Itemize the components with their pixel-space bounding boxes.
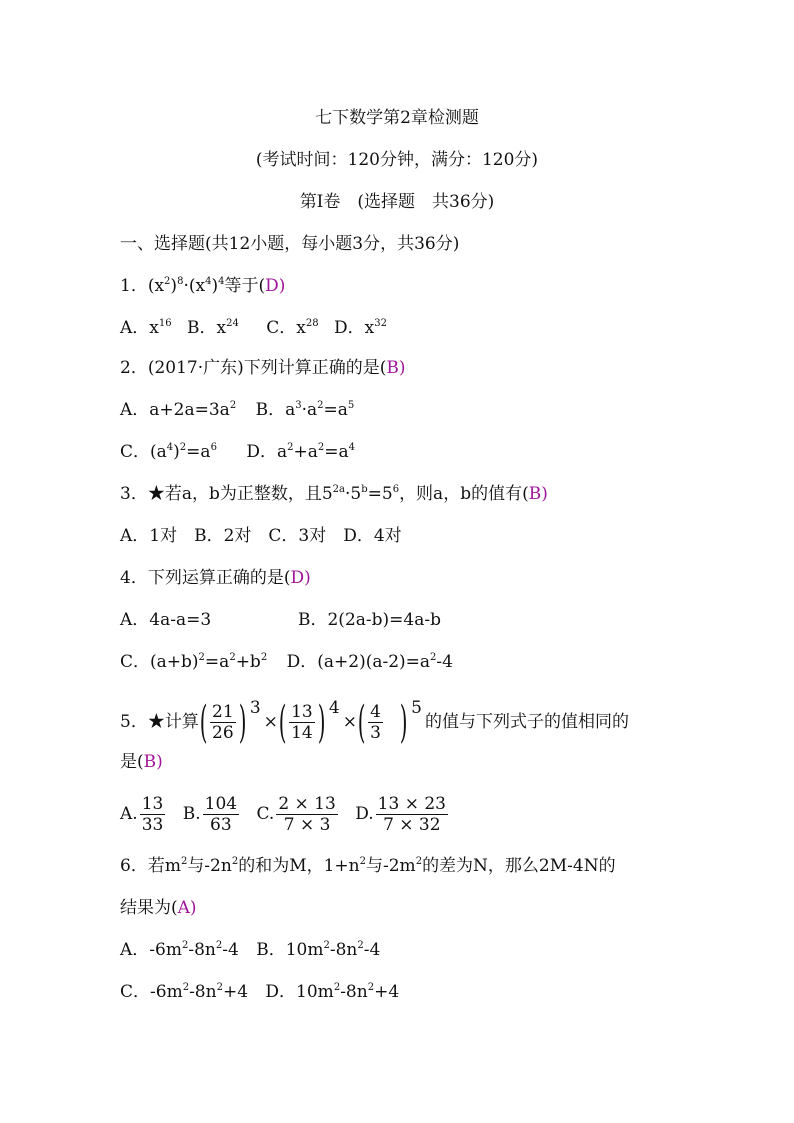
part-heading: 一、选择题(共12小题，每小题3分，共36分) [120,234,460,254]
q1-option-d-exp: 32 [374,318,387,329]
q6-option-d: D．10m [265,982,334,1002]
q2-text: ·a [301,400,318,420]
question-6-options-ab [120,938,380,962]
fraction-numerator: 104 [204,794,238,814]
q6-option-c: C．-6m [120,982,183,1002]
q1-option-b: B．x [187,318,227,338]
q6-exp: 2 [415,856,423,867]
q5-option-b: B. [182,804,201,824]
q6-text: 结果为( [120,898,178,918]
question-5-line-2 [120,750,163,774]
q6-exp: 2 [181,940,189,951]
q6-exp: 2 [182,982,190,993]
q1-exp: 4 [205,276,212,287]
q1-option-d: D．x [334,318,375,338]
fraction-denominator: 33 [141,815,164,835]
q1-option-a-exp: 16 [158,318,172,329]
q6-text: -8n [329,940,358,960]
fraction-numerator: 21 [212,702,234,722]
fraction-numerator: 4 [370,702,381,722]
q4-text: -4 [436,652,453,672]
fraction-numerator: 13 [291,702,313,722]
question-5 [120,684,629,746]
question-1 [120,274,285,298]
question-6-options-cd [120,980,399,1004]
q2-option-c: C．(a [120,442,167,462]
section-heading: 第Ⅰ卷 (选择题 共36分) [299,192,495,212]
q4-text: +b [235,652,261,672]
q6-option-a: A．-6m [120,940,182,960]
q2-text: =a [186,442,211,462]
fraction-denominator: 7 × 3 [283,815,331,835]
q6-option-b: B．10m [256,940,324,960]
q2-option-d: D．a [246,442,288,462]
q2-option-b: B．a [255,400,296,420]
q6-text: ) [189,898,197,918]
q3-answer: B [528,484,542,504]
q4-text: 4．下列运算正确的是( [120,568,291,588]
q3-text: ) [541,484,548,504]
fraction-numerator: 13 × 23 [377,794,446,814]
q1-text: ) [211,276,219,296]
right-paren: ) [238,696,247,748]
question-2-options-ab [120,398,354,422]
q6-text: -4 [222,940,239,960]
q1-option-c-exp: 28 [305,318,319,329]
q1-option-c: C．x [266,318,306,338]
question-3 [120,482,548,506]
q3-exp: 2a [332,484,345,495]
question-2-options-cd [120,440,355,464]
q5-exponent: 5 [411,698,422,718]
question-6-line-2 [120,896,197,920]
q4-exp: 2 [260,652,268,663]
q5-answer: B [143,752,157,772]
question-2 [120,356,406,380]
q2-exp: 4 [348,442,356,453]
q2-text: +a [293,442,318,462]
question-4-options-ab [120,608,441,632]
q6-text: -4 [363,940,381,960]
q6-text: +4 [222,982,249,1002]
q5-text: 是( [120,752,144,772]
q2-text: =a [324,442,349,462]
q5-option-a: A. [120,804,138,824]
q2-exp: 3 [295,400,302,411]
question-6 [120,854,616,878]
q6-text: 的差为N，那么2M-4N的 [422,856,616,876]
q1-answer: D [265,276,279,296]
q6-answer: A [177,898,190,918]
q3-exp: 6 [392,484,400,495]
q5-fraction-2 [289,702,315,743]
exam-info: (考试时间：120分钟，满分：120分) [255,150,539,170]
question-1-options [120,316,387,340]
q6-text: 6．若m [120,856,181,876]
q5-option-c-fraction [276,794,338,835]
q2-text: 2．(2017·广东)下列计算正确的是( [120,358,387,378]
q5-text: 5．★计算 [120,712,199,732]
q2-exp: 2 [179,442,187,453]
q2-option-a: A．a+2a=3a [120,400,230,420]
q1-exp: 8 [177,276,184,287]
q1-text: 等于( [224,276,266,296]
q6-exp: 2 [367,982,375,993]
q6-exp: 2 [359,856,366,867]
q2-text: ) [173,442,180,462]
q3-text: ，则a，b的值有( [399,484,529,504]
q5-option-d: D. [355,804,374,824]
q5-fraction-3 [368,702,383,743]
q1-option-b-exp: 24 [226,318,239,329]
q5-option-d-fraction [376,794,448,835]
q6-exp: 2 [323,940,330,951]
q3-text: 3．★若a，b为正整数，且5 [120,484,333,504]
q3-text: =5 [367,484,393,504]
q4-option-c: C．(a+b) [120,652,199,672]
q4-answer: D [290,568,305,588]
q6-exp: 2 [216,982,223,993]
fraction-denominator: 63 [210,815,232,835]
q4-exp: 2 [430,652,437,663]
q6-text: 与-2n [187,856,232,876]
q1-text: ) [278,276,286,296]
q4-option-b: B．2(2a-b)=4a-b [298,610,441,630]
right-paren: ) [317,696,326,748]
q2-exp: 4 [166,442,174,453]
q1-text: 1．(x [120,276,165,296]
times-sign: × [263,712,278,732]
q2-exp: 5 [347,400,355,411]
q6-text: 的和为M，1+n [238,856,360,876]
question-5-options [120,792,450,836]
q5-exponent: 3 [249,698,261,718]
q2-exp: 6 [210,442,217,453]
right-paren: ) [399,696,408,748]
fraction-denominator: 7 × 32 [383,815,441,835]
q2-answer: B [386,358,399,378]
q2-exp: 2 [287,442,294,453]
fraction-denominator: 3 [370,723,381,743]
q6-exp: 2 [231,856,239,867]
q6-text: -8n [188,940,216,960]
q5-text: ) [156,752,163,772]
q1-option-a: A．x [120,318,159,338]
q1-text: ) [170,276,178,296]
q6-exp: 2 [215,940,223,951]
q6-text: -8n [340,982,368,1002]
q4-text: =a [204,652,230,672]
q4-option-d: D．(a+2)(a-2)=a [286,652,431,672]
fraction-numerator: 2 × 13 [278,794,336,814]
left-paren: ( [199,696,208,748]
q5-option-a-fraction [140,794,166,835]
q3-exp: b [361,484,368,495]
q2-exp: 2 [229,400,237,411]
q2-text: =a [323,400,348,420]
q6-exp: 2 [180,856,188,867]
q6-text: 与-2m [366,856,416,876]
q2-exp: 2 [317,400,324,411]
question-4-options-cd [120,650,453,674]
q6-exp: 2 [357,940,364,951]
q5-option-c: C. [256,804,275,824]
fraction-numerator: 13 [141,794,164,814]
q5-option-b-fraction [203,794,239,835]
left-paren: ( [357,696,366,748]
q2-exp: 2 [317,442,325,453]
q5-fraction-1 [210,702,236,743]
q4-option-a: A．4a-a=3 [120,610,212,630]
q6-exp: 2 [333,982,341,993]
q1-exp: 2 [164,276,171,287]
fraction-denominator: 26 [212,723,234,743]
q3-text: ·5 [344,484,362,504]
q1-text: ·(x [183,276,206,296]
q5-exponent: 4 [328,698,340,718]
question-3-options: A．1对 B．2对 C．3对 D．4对 [120,526,402,546]
q5-text: 的值与下列式子的值相同的 [424,712,629,732]
q2-text: ) [398,358,406,378]
q6-text: +4 [374,982,400,1002]
page-title: 七下数学第2章检测题 [315,108,479,128]
left-paren: ( [278,696,287,748]
q4-exp: 2 [198,652,205,663]
question-4 [120,566,311,590]
times-sign: × [342,712,357,732]
q1-exp: 4 [218,276,225,287]
q4-text: ) [304,568,311,588]
q4-exp: 2 [229,652,236,663]
q6-text: -8n [189,982,217,1002]
fraction-denominator: 14 [291,723,313,743]
